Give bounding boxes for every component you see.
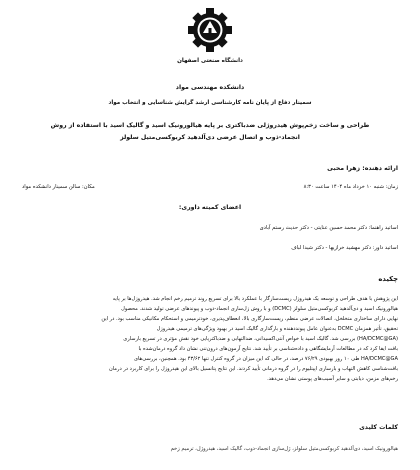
- abstract-line: نهایی دارای ساختاری متخلخل، اتصالات عرضی منظم، زیست‌سازگاری بالا، انعطاف‌پذیری، خودترمیمی و استحکام مکانیکی مناسب بود. در این: [101, 316, 398, 322]
- university-name: دانشگاه صنعتی اصفهان: [177, 58, 243, 64]
- seminar-line: سمینار دفاع از پایان نامه کارشناسی ارشد گرایش شناسایی و انتخاب مواد: [108, 100, 312, 106]
- supervisors: اساتید راهنما: دکتر محمد حسین عنایتی - دکتر حدیث رستم آبادی: [259, 225, 398, 231]
- abstract-line: زخم‌های مزمن، دیابتی و سایر آسیب‌های پوستی نشان می‌دهد.: [267, 376, 398, 382]
- keywords-text: هیالورونیک اسید، دی‌آلدهید کربوکسی‌متیل سلولز، ژل‌سازی انجماد-ذوب، گالیک اسید، هیدروژل، ترمیم زخم: [170, 446, 398, 452]
- keywords-heading: کلمات کلیدی: [359, 424, 398, 431]
- abstract-line: (HA/DCMC@GA) بررسی شد. گالیک اسید با خواص آنتی‌اکسیدانی، ضدالتهابی و ضدباکتریایی خود نقش مؤثری در تسریع بازسازی: [123, 336, 398, 342]
- abstract-line: HA/DCMC@GA طی ۱۰ روز بهبودی ۷۶/۲۹ درصد، در حالی که این میزان در گروه کنترل تنها ۴۳/۶۲ بود. همچنین، بررسی‌های: [133, 356, 398, 362]
- abstract-line: تحقیق، تأثیر همزمان DCMC به‌عنوان عامل پیونددهنده و بارگذاری گالیک اسید در بهبود ویژگی‌های ترمیمی هیدروژل: [156, 326, 398, 332]
- referees: اساتید داور: دکتر مهشید خرازیها - دکتر شیدا لباف: [291, 245, 398, 251]
- abstract-heading: چکیده: [378, 275, 398, 283]
- committee-heading: اعضای کمیته داوری:: [178, 204, 242, 211]
- university-logo-icon: [186, 6, 234, 54]
- abstract-line: هیالورونیک اسید و دی‌آلدهید کربوکسی‌متیل سلولز (DCMC) و با روش ژل‌سازی انجماد-ذوب و پیوندهای عرضی تولید شدند. محصول: [121, 306, 398, 312]
- abstract-line: بافت ایفا کرد که در مطالعات آزمایشگاهی و داده‌شناسی بر تأیید شد. نتایج آزمون‌های درون‌تنی نشان داد گروه درمان‌شده با: [138, 346, 398, 352]
- abstract-line: بافت‌شناسی کاهش التهاب و بازسازی اپیتلیوم را در گروه درمانی تأیید کردند. این نتایج پتانسیل بالای این هیدروژل را برای کاربرد در درمان: [108, 366, 398, 372]
- abstract-body: [22, 294, 398, 384]
- thesis-title-line1: طراحی و ساخت زخم‌پوش هیدروژلی ضدباکتری بر پایه هیالورونیک اسید و گالیک اسید با استفاده از روش: [50, 122, 370, 129]
- faculty-name: دانشکده مهندسی مواد: [175, 84, 245, 91]
- abstract-line: این پژوهش با هدف طراحی و توسعه یک هیدروژل زیست‌سازگار با عملکرد بالا برای تسریع روند ترمیم زخم انجام شد. هیدروژل‌ها بر پایه: [112, 296, 398, 302]
- seminar-place: مکان: سالن سمینار دانشکده مواد: [22, 184, 95, 190]
- thesis-title-line2: انجماد-ذوب و اتصال عرضی دی‌آلدهید کربوکسی‌متیل سلولز: [120, 134, 300, 141]
- seminar-time: زمان: شنبه ۱۰ خرداد ماه ۱۴۰۴ ساعت ۸:۳۰: [303, 184, 398, 190]
- presenter: ارائه دهنده: زهرا محبی: [327, 165, 398, 172]
